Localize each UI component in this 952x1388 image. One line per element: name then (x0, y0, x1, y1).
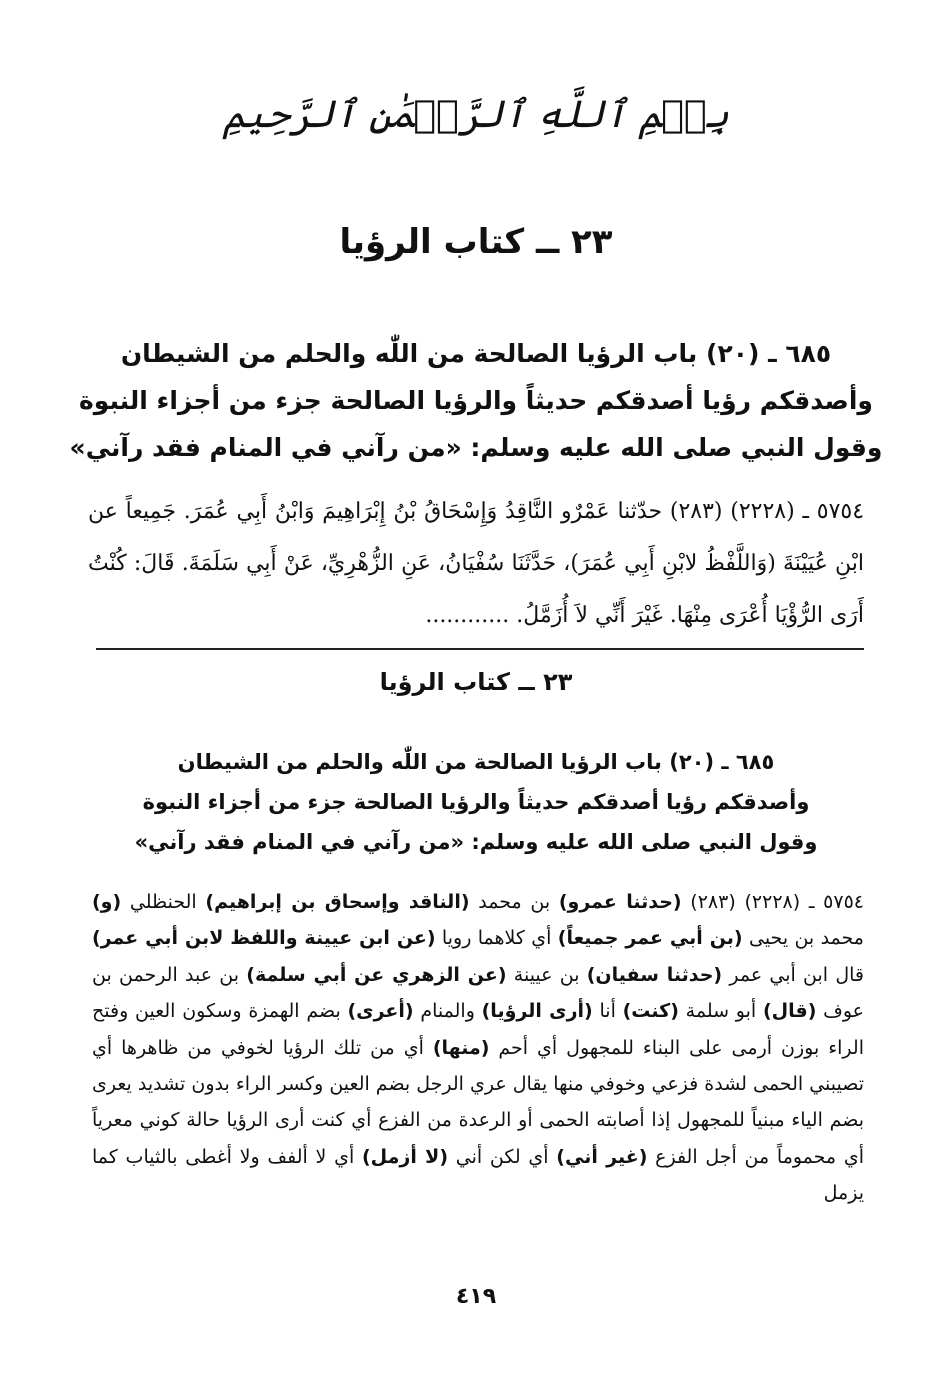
page-number: ٤١٩ (455, 1284, 497, 1309)
chapter-heading-bottom-line-1: ٦٨٥ ـ (٢٠) باب الرؤيا الصالحة من اللّٰه والحلم من الشيطان (177, 750, 775, 774)
commentary-quote: (قال) (762, 1000, 817, 1023)
commentary-quote: (منها) (432, 1036, 490, 1059)
chapter-heading-bottom-line-2: وأصدقكم رؤيا أصدقكم حديثاً والرؤيا الصالحة جزء من أجزاء النبوة (142, 790, 810, 814)
commentary-gloss: بن عبد الرحمن بن عوف (92, 963, 864, 1023)
commentary-quote: (غير أني) (556, 1145, 648, 1168)
commentary-text (92, 884, 864, 1212)
commentary-quote: (أرى الرؤيا) (481, 1000, 593, 1023)
commentary-quote: (و) (92, 891, 122, 913)
commentary-quote: (حدثنا عمرو) (558, 891, 682, 913)
section-divider (96, 648, 864, 650)
commentary-gloss: بضم الهمزة وسكون العين وفتح الراء بوزن أرمى على البناء للمجهول أي أحم (92, 1000, 864, 1059)
commentary-quote: (عن الزهري عن أبي سلمة) (246, 963, 507, 986)
commentary-quote: (بن أبي عمر جميعاً) (557, 927, 743, 950)
commentary-gloss: أي كلاهما رويا (435, 927, 558, 950)
commentary-gloss: الحنظلي (121, 891, 206, 913)
commentary-gloss: أي لكن أني (448, 1145, 557, 1168)
chapter-heading-top-line-2: وأصدقكم رؤيا أصدقكم حديثاً والرؤيا الصالحة جزء من أجزاء النبوة (79, 386, 873, 415)
commentary-gloss: بن محمد (469, 891, 559, 913)
commentary-gloss: والمنام (413, 1000, 482, 1023)
commentary-gloss: أبو سلمة (678, 1000, 763, 1023)
commentary-gloss: محمد بن يحيى (742, 927, 864, 950)
chapter-heading-bottom-line-3: وقول النبي صلى الله عليه وسلم: «من رآني في المنام فقد رآني» (134, 830, 818, 854)
commentary-gloss: أي من تلك الرؤيا لخوفي من ظاهرها أي تصيبني الحمى لشدة فزعي وخوفي منها يقال عري الرجل بضم العين وكسر الراء بدون تشديد يعرى بضم الياء مبنياً للمجهول إذا أصابته الحمى أو الرعدة من الفزع أي كنت أرى الرؤيا حالة كوني معرياً أي محموماً من أجل الفزع (92, 1036, 865, 1168)
basmala-heading: بِسۡمِ ٱللَّهِ ٱلرَّحۡمَٰنِ ٱلرَّحِيمِ (223, 92, 729, 136)
commentary-gloss: قال ابن أبي عمر (722, 963, 865, 986)
chapter-heading-bottom (0, 742, 952, 862)
commentary-quote: (أعرى) (347, 1000, 414, 1023)
chapter-heading-top-line-3: وقول النبي صلى الله عليه وسلم: «من رآني في المنام فقد رآني» (69, 433, 883, 462)
commentary-gloss: أنا (592, 1000, 623, 1023)
commentary-quote: (الناقد وإسحاق بن إبراهيم) (205, 891, 470, 913)
commentary-hadith-number: ٥٧٥٤ ـ (٢٢٢٨) (٢٨٣) (681, 891, 864, 913)
commentary-gloss: أي لا ألفف ولا أغطى بالثياب كما يزمل (92, 1145, 864, 1205)
chapter-heading-top (0, 330, 952, 471)
hadith-text: ٥٧٥٤ ـ (٢٢٢٨) (٢٨٣) حدّثنا عَمْرٌو النَّاقِدُ وَإِسْحَاقُ بْنُ إِبْرَاهِيمَ وَابْنُ أَبِي عُمَرَ. جَمِيعاً عن ابْنِ عُيَيْنَةَ (وَاللَّفْظُ لابْنِ أَبِي عُمَرَ)، حَدَّثَنَا سُفْيَانُ، عَنِ الزُّهْرِيِّ، عَنْ أَبِي سَلَمَةَ. قَالَ: كُنْتُ أَرَى الرُّؤْيَا أُعْرَى مِنْهَا. غَيْرَ أَنِّي لاَ أُزَمَّلُ. ............ (88, 499, 865, 628)
commentary-quote: (عن ابن عيينة واللفظ لابن أبي عمر) (92, 927, 436, 950)
book-title-top: ٢٣ ــ كتاب الرؤيا (339, 222, 613, 262)
commentary-quote: (حدثنا سفيان) (586, 963, 723, 986)
commentary-quote: (كنت) (622, 1000, 679, 1023)
commentary-gloss: بن عيينة (506, 963, 587, 986)
commentary-quote: (لا أزمل) (362, 1145, 449, 1168)
chapter-heading-top-line-1: ٦٨٥ ـ (٢٠) باب الرؤيا الصالحة من اللّٰه والحلم من الشيطان (120, 339, 832, 368)
book-title-bottom: ٢٣ ــ كتاب الرؤيا (379, 668, 573, 696)
